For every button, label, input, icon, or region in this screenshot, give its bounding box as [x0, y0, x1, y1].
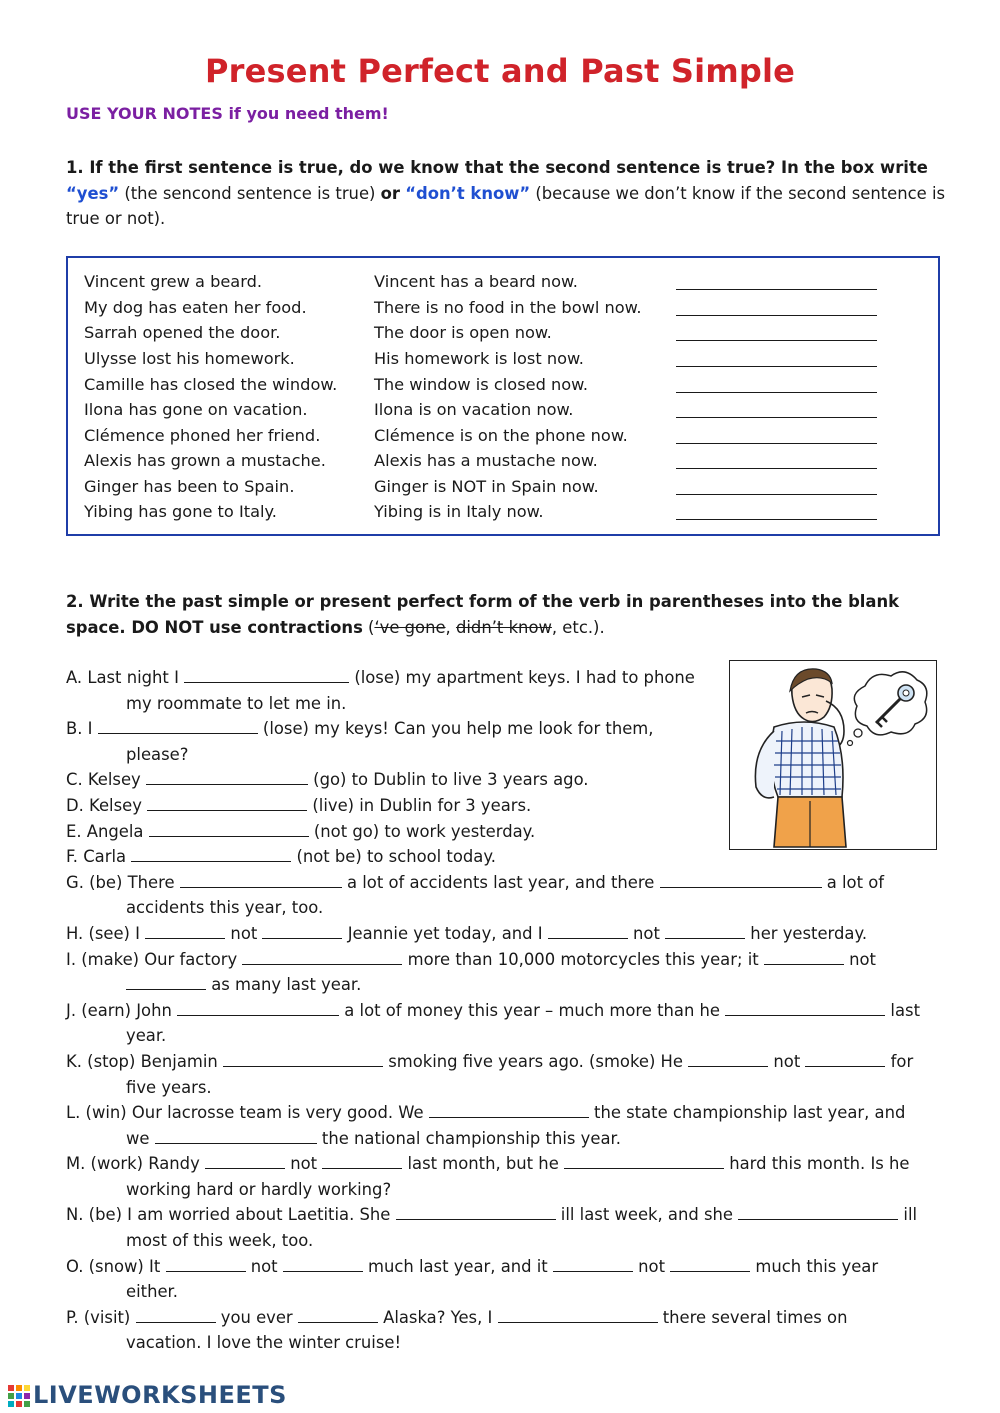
lost-keys-illustration: [729, 660, 937, 850]
answer-blank[interactable]: [553, 1256, 633, 1272]
answer-blank[interactable]: [180, 872, 342, 888]
item-g: G. (be) There a lot of accidents last year, and there a lot of: [66, 872, 885, 892]
answer-blank[interactable]: [166, 1256, 246, 1272]
item-j: J. (earn) John a lot of money this year – much more than he last: [66, 1000, 920, 1020]
answer-blank[interactable]: [184, 667, 349, 683]
answer-blank[interactable]: [676, 468, 877, 469]
item-e: E. Angela (not go) to work yesterday.: [66, 821, 536, 841]
page-title: Present Perfect and Past Simple: [204, 52, 796, 90]
item-i-cont: as many last year.: [66, 972, 946, 998]
question-2-instructions: 2. Write the past simple or present perfect form of the verb in parentheses into the blank space. DO NOT use contractions (‘ve gone, didn’t know, etc.).: [66, 592, 900, 637]
notes-instruction: USE YOUR NOTES if you need them!: [66, 104, 389, 123]
answer-blank[interactable]: [131, 846, 291, 862]
item-b-cont: please?: [126, 744, 189, 764]
item-k: K. (stop) Benjamin smoking five years ago. (smoke) He not for: [66, 1051, 914, 1071]
logo-grid-icon: [8, 1385, 30, 1407]
item-n-cont: most of this week, too.: [126, 1231, 314, 1251]
answer-blank[interactable]: [145, 923, 225, 939]
liveworksheets-logo: LIVEWORKSHEETS: [8, 1381, 287, 1409]
item-a-cont: my roommate to let me in.: [126, 693, 347, 713]
answer-blank[interactable]: [322, 1153, 402, 1169]
answer-blank[interactable]: [764, 949, 844, 965]
answer-blank[interactable]: [676, 366, 877, 367]
item-p-cont: vacation. I love the winter cruise!: [126, 1333, 402, 1353]
answer-blank[interactable]: [676, 340, 877, 341]
answer-blank[interactable]: [676, 392, 877, 393]
answer-blank[interactable]: [665, 923, 745, 939]
worried-man-illustration: [730, 661, 935, 848]
item-p: P. (visit) you ever Alaska? Yes, I there several times on: [66, 1307, 848, 1327]
answer-blank[interactable]: [396, 1204, 556, 1220]
answer-blank[interactable]: [498, 1307, 658, 1323]
item-l: L. (win) Our lacrosse team is very good. We the state championship last year, and: [66, 1103, 906, 1123]
item-o-cont: either.: [126, 1282, 178, 1302]
answer-blank[interactable]: [805, 1051, 885, 1067]
answer-blank[interactable]: [548, 923, 628, 939]
answer-blank[interactable]: [676, 494, 877, 495]
item-g-cont: accidents this year, too.: [126, 898, 324, 918]
answer-blank[interactable]: [676, 315, 877, 316]
answer-blank[interactable]: [262, 923, 342, 939]
answer-blank[interactable]: [146, 769, 308, 785]
answer-blank[interactable]: [660, 872, 822, 888]
sentence-pairs-box: Vincent grew a beard. Vincent has a beard now. My dog has eaten her food. There is no food in the bowl now. Sarrah opened the door. The door is open now. Ulysse lost his homework. His homework is lost now. Camille has closed the window. The window is closed now. Ilona has gone on vacation. Ilona is on vacation now. Clémence phoned her friend. Clémence is on the phone now. Alexis has grown a mustache. Alexis has a mustache now. Ginger has been to Spain. Ginger is NOT in Spain now. Yibing has gone to Italy. Yibing is in Italy now.: [66, 256, 940, 536]
answer-blank[interactable]: [676, 519, 877, 520]
answer-blank[interactable]: [242, 949, 402, 965]
answer-blank[interactable]: [298, 1307, 378, 1323]
item-b: B. I (lose) my keys! Can you help me look for them,: [66, 719, 654, 739]
answer-blank[interactable]: [136, 1307, 216, 1323]
item-j-cont: year.: [126, 1026, 167, 1046]
item-c: C. Kelsey (go) to Dublin to live 3 years ago.: [66, 770, 589, 790]
answer-blank[interactable]: [564, 1153, 724, 1169]
answer-blank[interactable]: [177, 1000, 339, 1016]
answer-blank[interactable]: [429, 1102, 589, 1118]
answer-blank[interactable]: [155, 1128, 317, 1144]
answer-blank[interactable]: [738, 1204, 898, 1220]
answer-blank[interactable]: [688, 1051, 768, 1067]
item-l-cont: we the national championship this year.: [126, 1128, 621, 1148]
answer-blank[interactable]: [676, 417, 877, 418]
answer-blank[interactable]: [205, 1153, 285, 1169]
answer-blank[interactable]: [670, 1256, 750, 1272]
item-i: I. (make) Our factory more than 10,000 motorcycles this year; it not: [66, 949, 876, 969]
item-a: A. Last night I (lose) my apartment keys. I had to phone: [66, 668, 695, 687]
answer-blank[interactable]: [149, 821, 309, 837]
item-m-cont: working hard or hardly working?: [126, 1179, 392, 1199]
answer-blank[interactable]: [676, 443, 877, 444]
answer-blank[interactable]: [676, 289, 877, 290]
question-1-instructions: 1. If the first sentence is true, do we know that the second sentence is true? In the box write “yes” (the sencond sentence is true) or “don’t know” (because we don’t know if the second sentence is true or not).: [66, 158, 946, 228]
answer-blank[interactable]: [223, 1051, 383, 1067]
item-n: N. (be) I am worried about Laetitia. She ill last week, and she ill: [66, 1205, 918, 1225]
answer-blank[interactable]: [98, 718, 258, 734]
item-f: F. Carla (not be) to school today.: [66, 847, 496, 867]
item-m: M. (work) Randy not last month, but he hard this month. Is he: [66, 1154, 910, 1174]
item-d: D. Kelsey (live) in Dublin for 3 years.: [66, 795, 532, 815]
item-o: O. (snow) It not much last year, and it not much this year: [66, 1256, 879, 1276]
answer-blank[interactable]: [147, 795, 307, 811]
item-k-cont: five years.: [126, 1077, 212, 1097]
answer-blank[interactable]: [126, 974, 206, 990]
answer-blank[interactable]: [725, 1000, 885, 1016]
item-h: H. (see) I not Jeannie yet today, and I not her yesterday.: [66, 923, 868, 943]
answer-blank[interactable]: [283, 1256, 363, 1272]
